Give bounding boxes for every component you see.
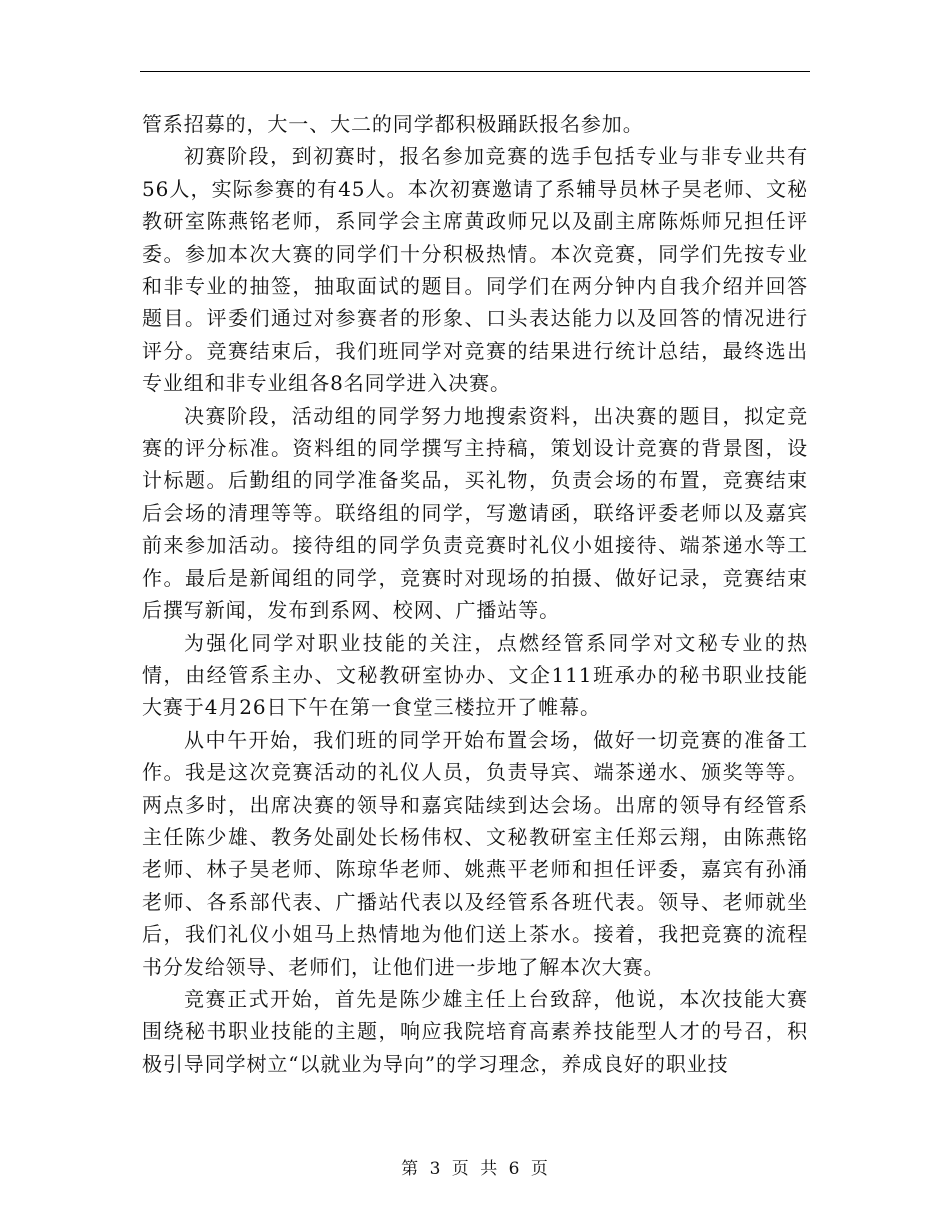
paragraph: 为强化同学对职业技能的关注，点燃经管系同学对文秘专业的热情，由经管系主办、文秘教研室协办、文企111班承办的秘书职业技能大赛于4月26日下午在第一食堂三楼拉开了帷幕。: [142, 630, 808, 720]
body-text: [142, 108, 808, 1080]
paragraph: 初赛阶段，到初赛时，报名参加竞赛的选手包括专业与非专业共有56人，实际参赛的有45人。本次初赛邀请了系辅导员林子昊老师、文秘教研室陈燕铭老师，系同学会主席黄政师兄以及副主席陈烁师兄担任评委。参加本次大赛的同学们十分积极热情。本次竞赛，同学们先按专业和非专业的抽签，抽取面试的题目。同学们在两分钟内自我介绍并回答题目。评委们通过对参赛者的形象、口头表达能力以及回答的情况进行评分。竞赛结束后，我们班同学对竞赛的结果进行统计总结，最终选出专业组和非专业组各8名同学进入决赛。: [142, 144, 808, 396]
paragraph: 竞赛正式开始，首先是陈少雄主任上台致辞，他说，本次技能大赛围绕秘书职业技能的主题，响应我院培育高素养技能型人才的号召，积极引导同学树立“以就业为导向”的学习理念，养成良好的职业技: [142, 986, 808, 1076]
page-footer: 第 3 页 共 6 页: [401, 1159, 549, 1179]
paragraph: 管系招募的，大一、大二的同学都积极踊跃报名参加。: [142, 112, 644, 136]
header-rule: [140, 71, 810, 72]
paragraph: 从中午开始，我们班的同学开始布置会场，做好一切竞赛的准备工作。我是这次竞赛活动的礼仪人员，负责导宾、端茶递水、颁奖等等。两点多时，出席决赛的领导和嘉宾陆续到达会场。出席的领导有经管系主任陈少雄、教务处副处长杨伟权、文秘教研室主任郑云翔，由陈燕铭老师、林子昊老师、陈琼华老师、姚燕平老师和担任评委，嘉宾有孙涌老师、各系部代表、广播站代表以及经管系各班代表。领导、老师就坐后，我们礼仪小姐马上热情地为他们送上茶水。接着，我把竞赛的流程书分发给领导、老师们，让他们进一步地了解本次大赛。: [142, 727, 808, 979]
paragraph: 决赛阶段，活动组的同学努力地搜索资料，出决赛的题目，拟定竞赛的评分标准。资料组的同学撰写主持稿，策划设计竞赛的背景图，设计标题。后勤组的同学准备奖品，买礼物，负责会场的布置，竞赛结束后会场的清理等等。联络组的同学，写邀请函，联络评委老师以及嘉宾前来参加活动。接待组的同学负责竞赛时礼仪小姐接待、端茶递水等工作。最后是新闻组的同学，竞赛时对现场的拍摄、做好记录，竞赛结束后撰写新闻，发布到系网、校网、广播站等。: [142, 403, 808, 623]
